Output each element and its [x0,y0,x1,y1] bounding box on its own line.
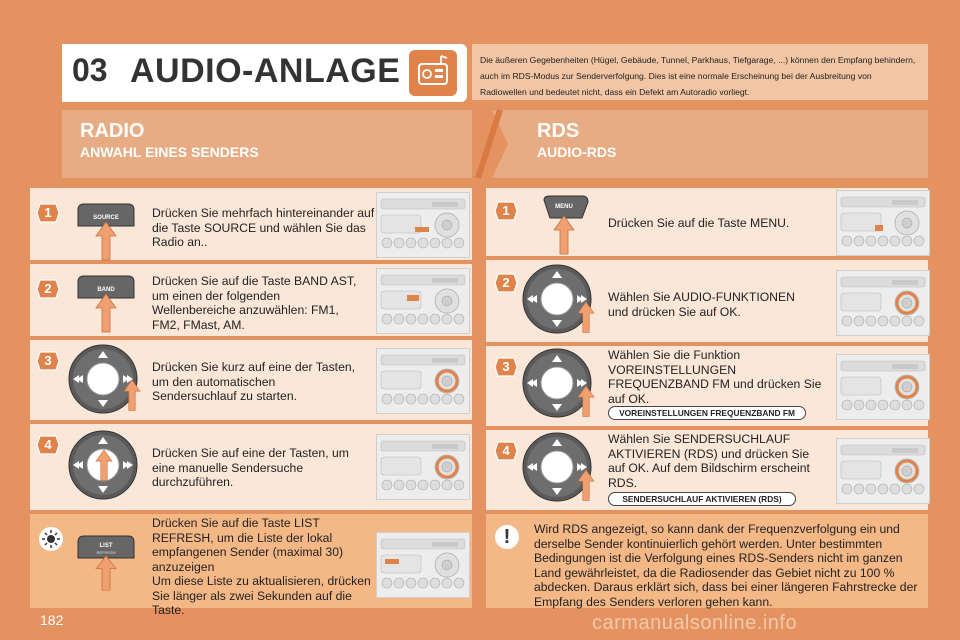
radio-panel-image [836,438,930,504]
step-number: 1 [502,203,510,218]
step-number: 2 [502,275,510,290]
band-separator [470,108,510,180]
warning-symbol: ! [503,526,511,548]
step-text: Wählen Sie SENDERSUCHLAUF AKTIVIEREN (RDS) und drücken Sie auf OK. Auf dem Bildschirm erscheint RDS. [608,432,810,490]
radio-step-3 [30,340,472,420]
navigation-pad-icon [522,264,596,338]
source-key-label: SOURCE [93,215,119,221]
band-key-label: BAND [97,287,115,293]
radio-panel-image [836,354,930,420]
navigation-pad-icon [522,432,596,506]
menu-option-tag: SENDERSUCHLAUF AKTIVIEREN (RDS) [608,492,796,506]
warning-text: Wird RDS angezeigt, so kann dank der Frequenzverfolgung ein und derselbe Sender kontinuierlich gehört werden. Unter bestimmten Bedingungen ist die Verfolgung eines RDS-Senders nicht im ganzen Land gewährleistet, da die Radiosender das Gebiet nicht zu 100 % abdecken. Daraus erklärt sich, dass bei einer längeren Fahrstrecke der Empfang des Senders verloren gehen kann. [534,522,918,609]
source-key-icon [76,202,136,262]
menu-key-label: MENU [555,204,573,210]
rds-step-3 [486,346,928,426]
step-number: 4 [44,437,52,452]
radio-section-title: RADIO [80,120,145,142]
rds-step-2 [486,260,928,342]
step-text: Wählen Sie die Funktion VOREINSTELLUNGEN FREQUENZBAND FM und drücken Sie auf OK. [608,348,822,406]
radio-tip [30,514,472,617]
rds-section-subtitle: AUDIO-RDS [537,144,617,160]
radio-section-subtitle: ANWAHL EINES SENDERS [80,144,259,160]
radio-panel-image [836,270,930,336]
rds-step-4 [486,430,928,510]
page-number: 182 [40,612,64,628]
radio-step-2 [30,264,472,336]
radio-panel-image [376,434,470,500]
radio-step-1 [30,188,472,260]
band-key-icon [76,274,136,334]
radio-panel-image [836,190,930,256]
step-text: Drücken Sie auf die Taste BAND AST, um einen der folgenden Wellenbereiche anzuwählen: FM1, FM2, FMast, AM. [152,274,357,332]
rds-warning [486,514,928,608]
step-text: Drücken Sie mehrfach hintereinander auf die Taste SOURCE und wählen Sie das Radio an.. [152,206,375,249]
step-text: Drücken Sie auf eine der Tasten, um eine manuelle Sendersuche durchzuführen. [152,446,349,489]
list-refresh-key-icon [76,534,136,594]
radio-panel-image [376,192,470,258]
rds-section-title: RDS [537,120,580,142]
step-number: 1 [44,205,52,220]
menu-option-tag: VOREINSTELLUNGEN FREQUENZBAND FM [608,406,806,420]
page-title: AUDIO-ANLAGE [130,52,401,90]
chapter-number: 03 [72,52,108,88]
radio-step-4 [30,424,472,510]
audio-system-icon [409,50,457,96]
step-text: Wählen Sie AUDIO-FUNKTIONEN und drücken Sie auf OK. [608,290,795,319]
navigation-pad-icon [68,344,142,418]
step-number: 4 [502,443,510,458]
step-number: 3 [502,359,510,374]
step-text: Drücken Sie kurz auf eine der Tasten, um den automatischen Sendersuchlauf zu starten. [152,360,356,403]
radio-panel-image [376,532,470,598]
tip-sun-icon [38,526,64,552]
radio-panel-image [376,268,470,334]
navigation-pad-icon [68,430,142,504]
list-key-label: LIST [99,543,113,549]
menu-key-icon [542,194,592,256]
note-text: Die äußeren Gegebenheiten (Hügel, Gebäude, Tunnel, Parkhaus, Tiefgarage, ...) können den Empfang behindern, auch im RDS-Modus zur Senderverfolgung. Dies ist eine normale Erscheinung bei der Ausbreitung von Radiowellen und bedeutet nicht, dass ein Defekt am Autoradio vorliegt. [480,55,916,97]
radio-panel-image [376,348,470,414]
step-number: 2 [44,281,52,296]
step-text: Drücken Sie auf die Taste MENU. [608,216,790,230]
watermark: carmanualsonline.info [592,612,798,634]
step-number: 3 [44,353,52,368]
tip-text: Drücken Sie auf die Taste LIST REFRESH, um die Liste der lokal empfangenen Sender (maximal 30) anzuzeigen Um diese Liste zu aktualisieren, drücken Sie länger als zwei Sekunden auf die Taste. [152,516,371,617]
rds-step-1 [486,188,928,256]
navigation-pad-icon [522,348,596,422]
refresh-key-sublabel: REFRESH [96,550,116,555]
